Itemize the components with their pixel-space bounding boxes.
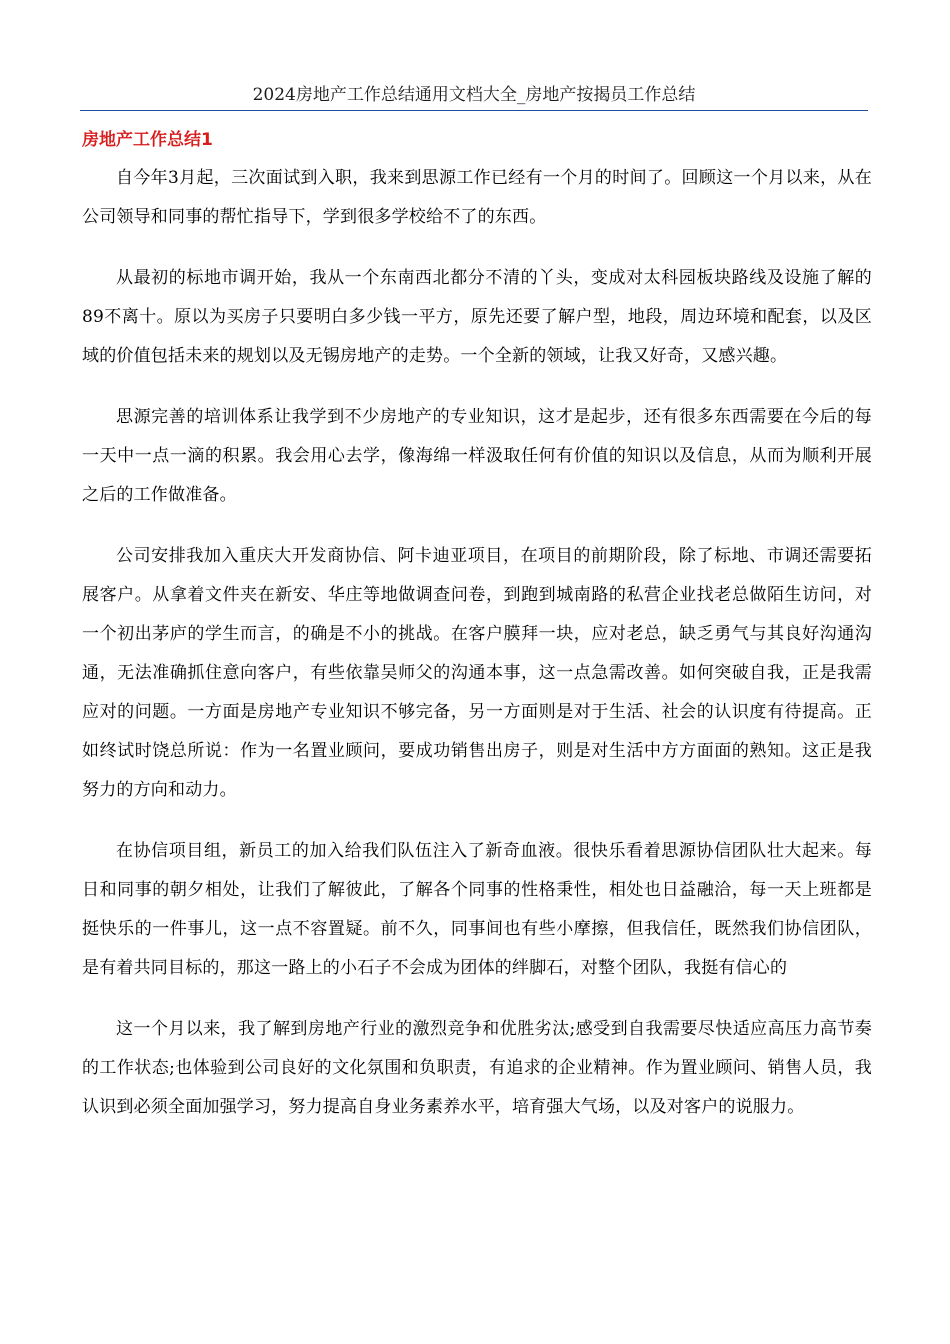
paragraph-6: 这一个月以来，我了解到房地产行业的激烈竞争和优胜劣汰;感受到自我需要尽快适应高压力高节奏的工作状态;也体验到公司良好的文化氛围和负职责，有追求的企业精神。作为置业顾问、销售人员，我认识到必须全面加强学习，努力提高自身业务素养水平，培育强大气场，以及对客户的说服力。 xyxy=(82,1019,872,1117)
paragraph-1: 自今年3月起，三次面试到入职，我来到思源工作已经有一个月的时间了。回顾这一个月以来，从在公司领导和同事的帮忙指导下，学到很多学校给不了的东西。 xyxy=(82,168,872,227)
document-body xyxy=(82,159,872,1149)
document-header-title: 2024房地产工作总结通用文档大全_房地产按揭员工作总结 xyxy=(80,84,868,111)
paragraph-4: 公司安排我加入重庆大开发商协信、阿卡迪亚项目，在项目的前期阶段，除了标地、市调还需要拓展客户。从拿着文件夹在新安、华庄等地做调查问卷，到跑到城南路的私营企业找老总做陌生访问，对一个初出茅庐的学生而言，的确是不小的挑战。在客户膜拜一块，应对老总，缺乏勇气与其良好沟通沟通，无法准确抓住意向客户，有些依靠吴师父的沟通本事，这一点急需改善。如何突破自我，正是我需应对的问题。一方面是房地产专业知识不够完备，另一方面则是对于生活、社会的认识度有待提高。正如终试时饶总所说：作为一名置业顾问，要成功销售出房子，则是对生活中方方面面的熟知。这正是我努力的方向和动力。 xyxy=(82,546,872,800)
section-heading: 房地产工作总结1 xyxy=(82,130,213,150)
paragraph-3: 思源完善的培训体系让我学到不少房地产的专业知识，这才是起步，还有很多东西需要在今后的每一天中一点一滴的积累。我会用心去学，像海绵一样汲取任何有价值的知识以及信息，从而为顺利开展之后的工作做准备。 xyxy=(82,407,872,505)
paragraph-5: 在协信项目组，新员工的加入给我们队伍注入了新奇血液。很快乐看着思源协信团队壮大起来。每日和同事的朝夕相处，让我们了解彼此，了解各个同事的性格秉性，相处也日益融洽，每一天上班都是挺快乐的一件事儿，这一点不容置疑。前不久，同事间也有些小摩擦，但我信任，既然我们协信团队，是有着共同目标的，那这一路上的小石子不会成为团体的绊脚石，对整个团队，我挺有信心的 xyxy=(82,841,872,978)
paragraph-2: 从最初的标地市调开始，我从一个东南西北都分不清的丫头，变成对太科园板块路线及设施了解的89不离十。原以为买房子只要明白多少钱一平方，原先还要了解户型，地段，周边环境和配套，以及区域的价值包括未来的规划以及无锡房地产的走势。一个全新的领域，让我又好奇，又感兴趣。 xyxy=(82,268,872,366)
